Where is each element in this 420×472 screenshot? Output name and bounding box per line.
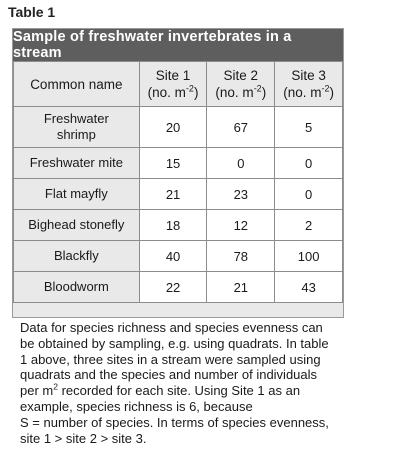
site-1-label: Site 1 bbox=[155, 68, 191, 83]
table-row bbox=[14, 179, 343, 210]
header-row bbox=[14, 62, 343, 107]
common-name-header: Common name bbox=[14, 62, 140, 107]
cell-value: 0 bbox=[207, 148, 275, 179]
site-2-header bbox=[207, 62, 275, 107]
site-3-label: Site 3 bbox=[291, 68, 326, 83]
site-2-unit: (no. $m^{-2}$) bbox=[215, 83, 267, 100]
cell-value: 40 bbox=[139, 241, 207, 272]
cell-value: 18 bbox=[139, 210, 207, 241]
row-name: Blackfly bbox=[14, 241, 140, 272]
cell-value: 22 bbox=[139, 272, 207, 303]
site-1-header bbox=[139, 62, 207, 107]
table-panel bbox=[12, 28, 344, 318]
site-3-unit: (no. $m^{-2}$) bbox=[283, 83, 334, 100]
cell-value: 21 bbox=[139, 179, 207, 210]
cell-value: 15 bbox=[139, 148, 207, 179]
cell-value: 67 bbox=[207, 107, 275, 148]
cell-value: 12 bbox=[207, 210, 275, 241]
paragraph-line: site 1 > site 2 > site 3. bbox=[20, 430, 147, 446]
paragraph-line: S = number of species. In terms of species evenness, bbox=[20, 414, 329, 430]
table-row bbox=[14, 107, 343, 148]
table-title: Sample of freshwater invertebrates in a stream bbox=[13, 29, 343, 61]
row-name: Freshwater mite bbox=[14, 148, 140, 179]
cell-value: 0 bbox=[275, 148, 343, 179]
cell-value: 2 bbox=[275, 210, 343, 241]
cell-value: 20 bbox=[139, 107, 207, 148]
invertebrate-table bbox=[13, 61, 343, 303]
paragraph-line: quadrats and the species and number of individuals bbox=[20, 367, 318, 383]
cell-value: 100 bbox=[275, 241, 343, 272]
table-row bbox=[14, 210, 343, 241]
table-row bbox=[14, 148, 343, 179]
explanatory-paragraph bbox=[20, 320, 415, 446]
row-name: Flat mayfly bbox=[14, 179, 140, 210]
paragraph-line: be obtained by sampling, e.g. using quadrats. In table bbox=[20, 335, 329, 351]
table-row bbox=[14, 241, 343, 272]
paragraph-line: example, species richness is 6, because bbox=[20, 398, 253, 414]
site-1-unit: (no. $m^{-2}$) bbox=[147, 83, 199, 100]
paragraph-line: Data for species richness and species evenness can bbox=[20, 320, 323, 335]
cell-value: 23 bbox=[207, 179, 275, 210]
cell-value: 5 bbox=[275, 107, 343, 148]
site-3-header bbox=[275, 62, 343, 107]
row-name: Freshwater shrimp bbox=[14, 107, 140, 148]
cell-value: 43 bbox=[275, 272, 343, 303]
table-row bbox=[14, 272, 343, 303]
site-2-label: Site 2 bbox=[223, 68, 259, 83]
cell-value: 0 bbox=[275, 179, 343, 210]
row-name: Bighead stonefly bbox=[14, 210, 140, 241]
cell-value: 78 bbox=[207, 241, 275, 272]
cell-value: 21 bbox=[207, 272, 275, 303]
table-label: Table 1 bbox=[8, 4, 56, 20]
paragraph-line: per $m^2$ recorded for each site. Using Site 1 as an bbox=[20, 381, 301, 399]
row-name: Bloodworm bbox=[14, 272, 140, 303]
paragraph-line: 1 above, three sites in a stream were sampled using bbox=[20, 351, 321, 367]
